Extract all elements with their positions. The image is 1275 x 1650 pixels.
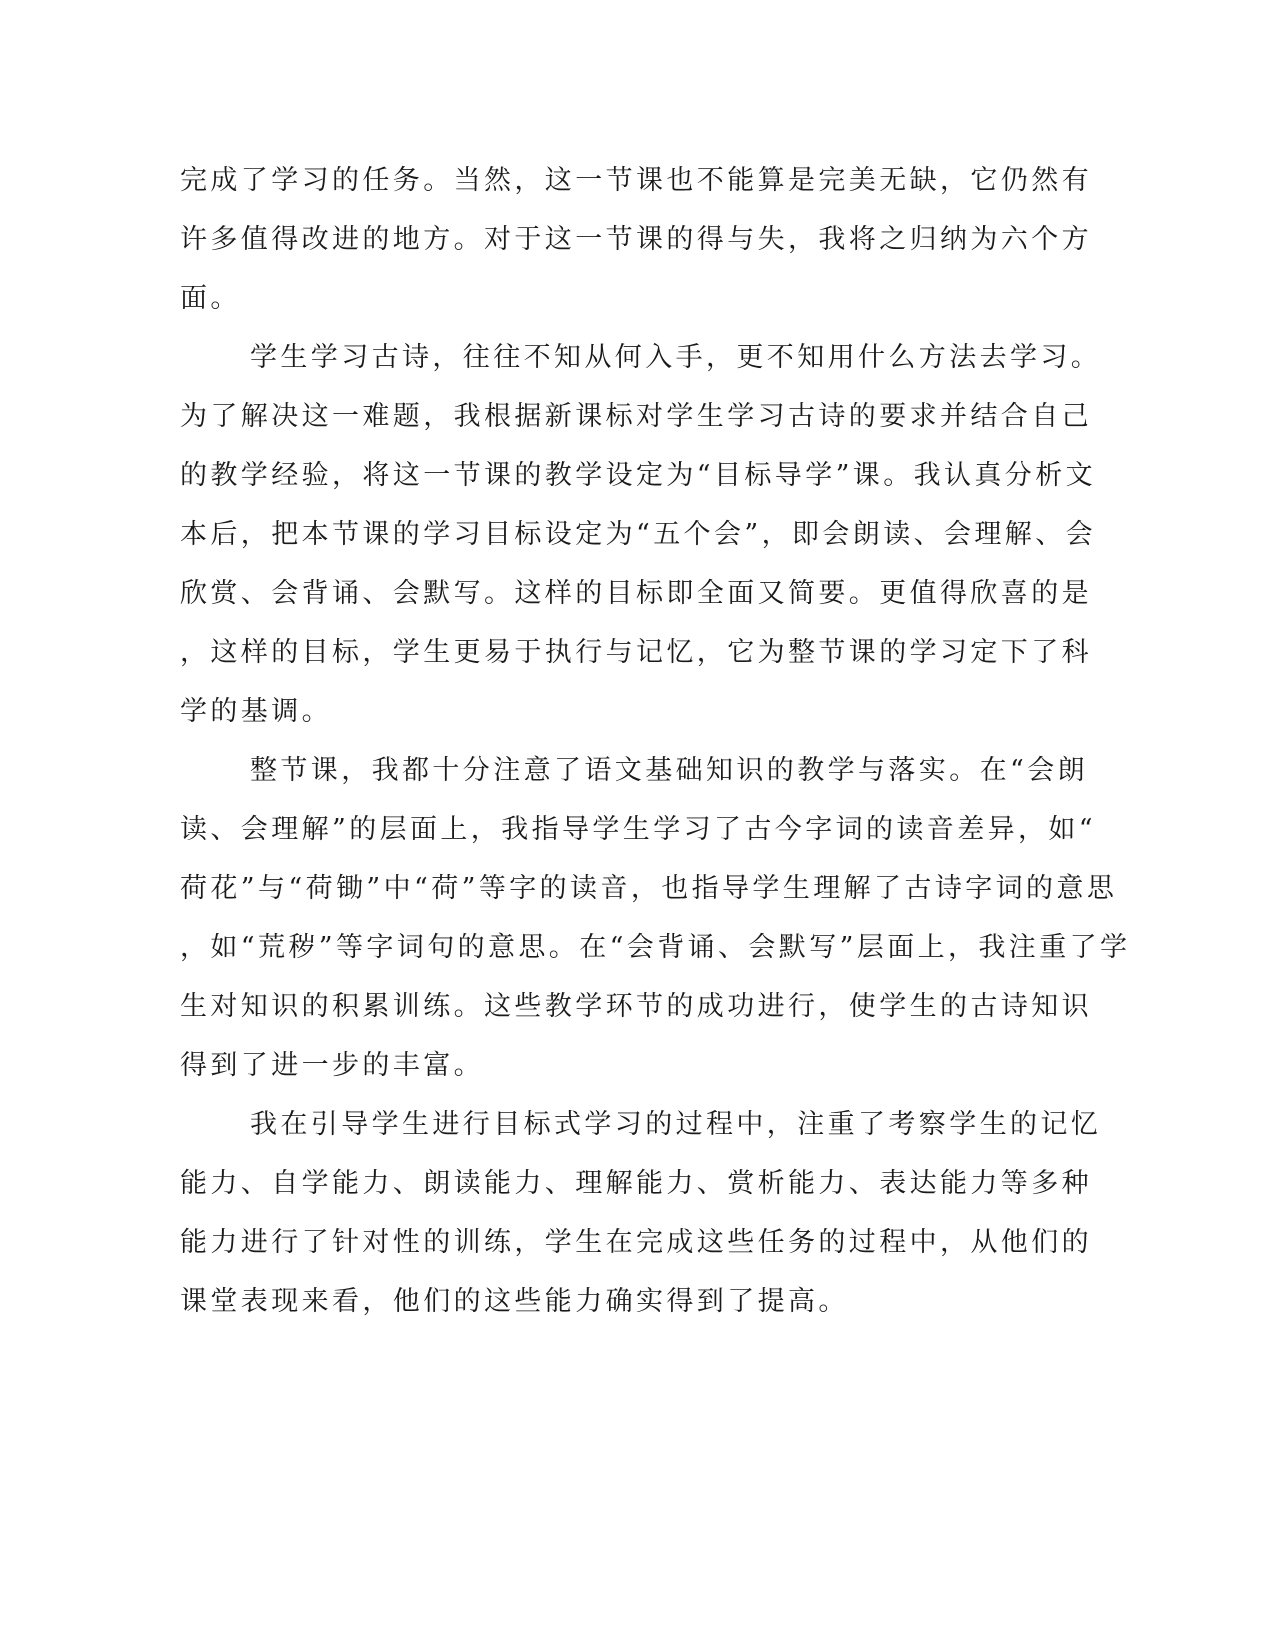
text-line: ，这样的目标，学生更易于执行与记忆，它为整节课的学习定下了科 <box>180 637 1092 668</box>
text-line: 本后，把本节课的学习目标设定为“五个会”，即会朗读、会理解、会 <box>180 519 1097 550</box>
text-line: 我在引导学生进行目标式学习的过程中，注重了考察学生的记忆 <box>250 1109 1102 1140</box>
text-line: 整节课，我都十分注意了语文基础知识的教学与落实。在“会朗 <box>250 755 1089 786</box>
text-line: 生对知识的积累训练。这些教学环节的成功进行，使学生的古诗知识 <box>180 991 1092 1022</box>
text-line: 许多值得改进的地方。对于这一节课的得与失，我将之归纳为六个方 <box>180 224 1092 255</box>
text-line: 能力、自学能力、朗读能力、理解能力、赏析能力、表达能力等多种 <box>180 1168 1092 1199</box>
text-line: 欣赏、会背诵、会默写。这样的目标即全面又简要。更值得欣喜的是 <box>180 578 1092 609</box>
text-line: 完成了学习的任务。当然，这一节课也不能算是完美无缺，它仍然有 <box>180 165 1092 196</box>
text-line: ，如“荒秽”等字词句的意思。在“会背诵、会默写”层面上，我注重了学 <box>180 932 1131 963</box>
text-line: 面。 <box>180 283 241 314</box>
text-line: 读、会理解”的层面上，我指导学生学习了古今字词的读音差异，如“ <box>180 814 1097 845</box>
text-line: 的教学经验，将这一节课的教学设定为“目标导学”课。我认真分析文 <box>180 460 1097 491</box>
text-line: 得到了进一步的丰富。 <box>180 1050 484 1081</box>
text-line: 学生学习古诗，往往不知从何入手，更不知用什么方法去学习。 <box>250 342 1102 373</box>
text-line: 学的基调。 <box>180 696 332 727</box>
text-line: 为了解决这一难题，我根据新课标对学生学习古诗的要求并结合自己 <box>180 401 1092 432</box>
text-line: 课堂表现来看，他们的这些能力确实得到了提高。 <box>180 1286 849 1317</box>
text-line: 能力进行了针对性的训练，学生在完成这些任务的过程中，从他们的 <box>180 1227 1092 1258</box>
text-line: 荷花”与“荷锄”中“荷”等字的读音，也指导学生理解了古诗字词的意思 <box>180 873 1118 904</box>
